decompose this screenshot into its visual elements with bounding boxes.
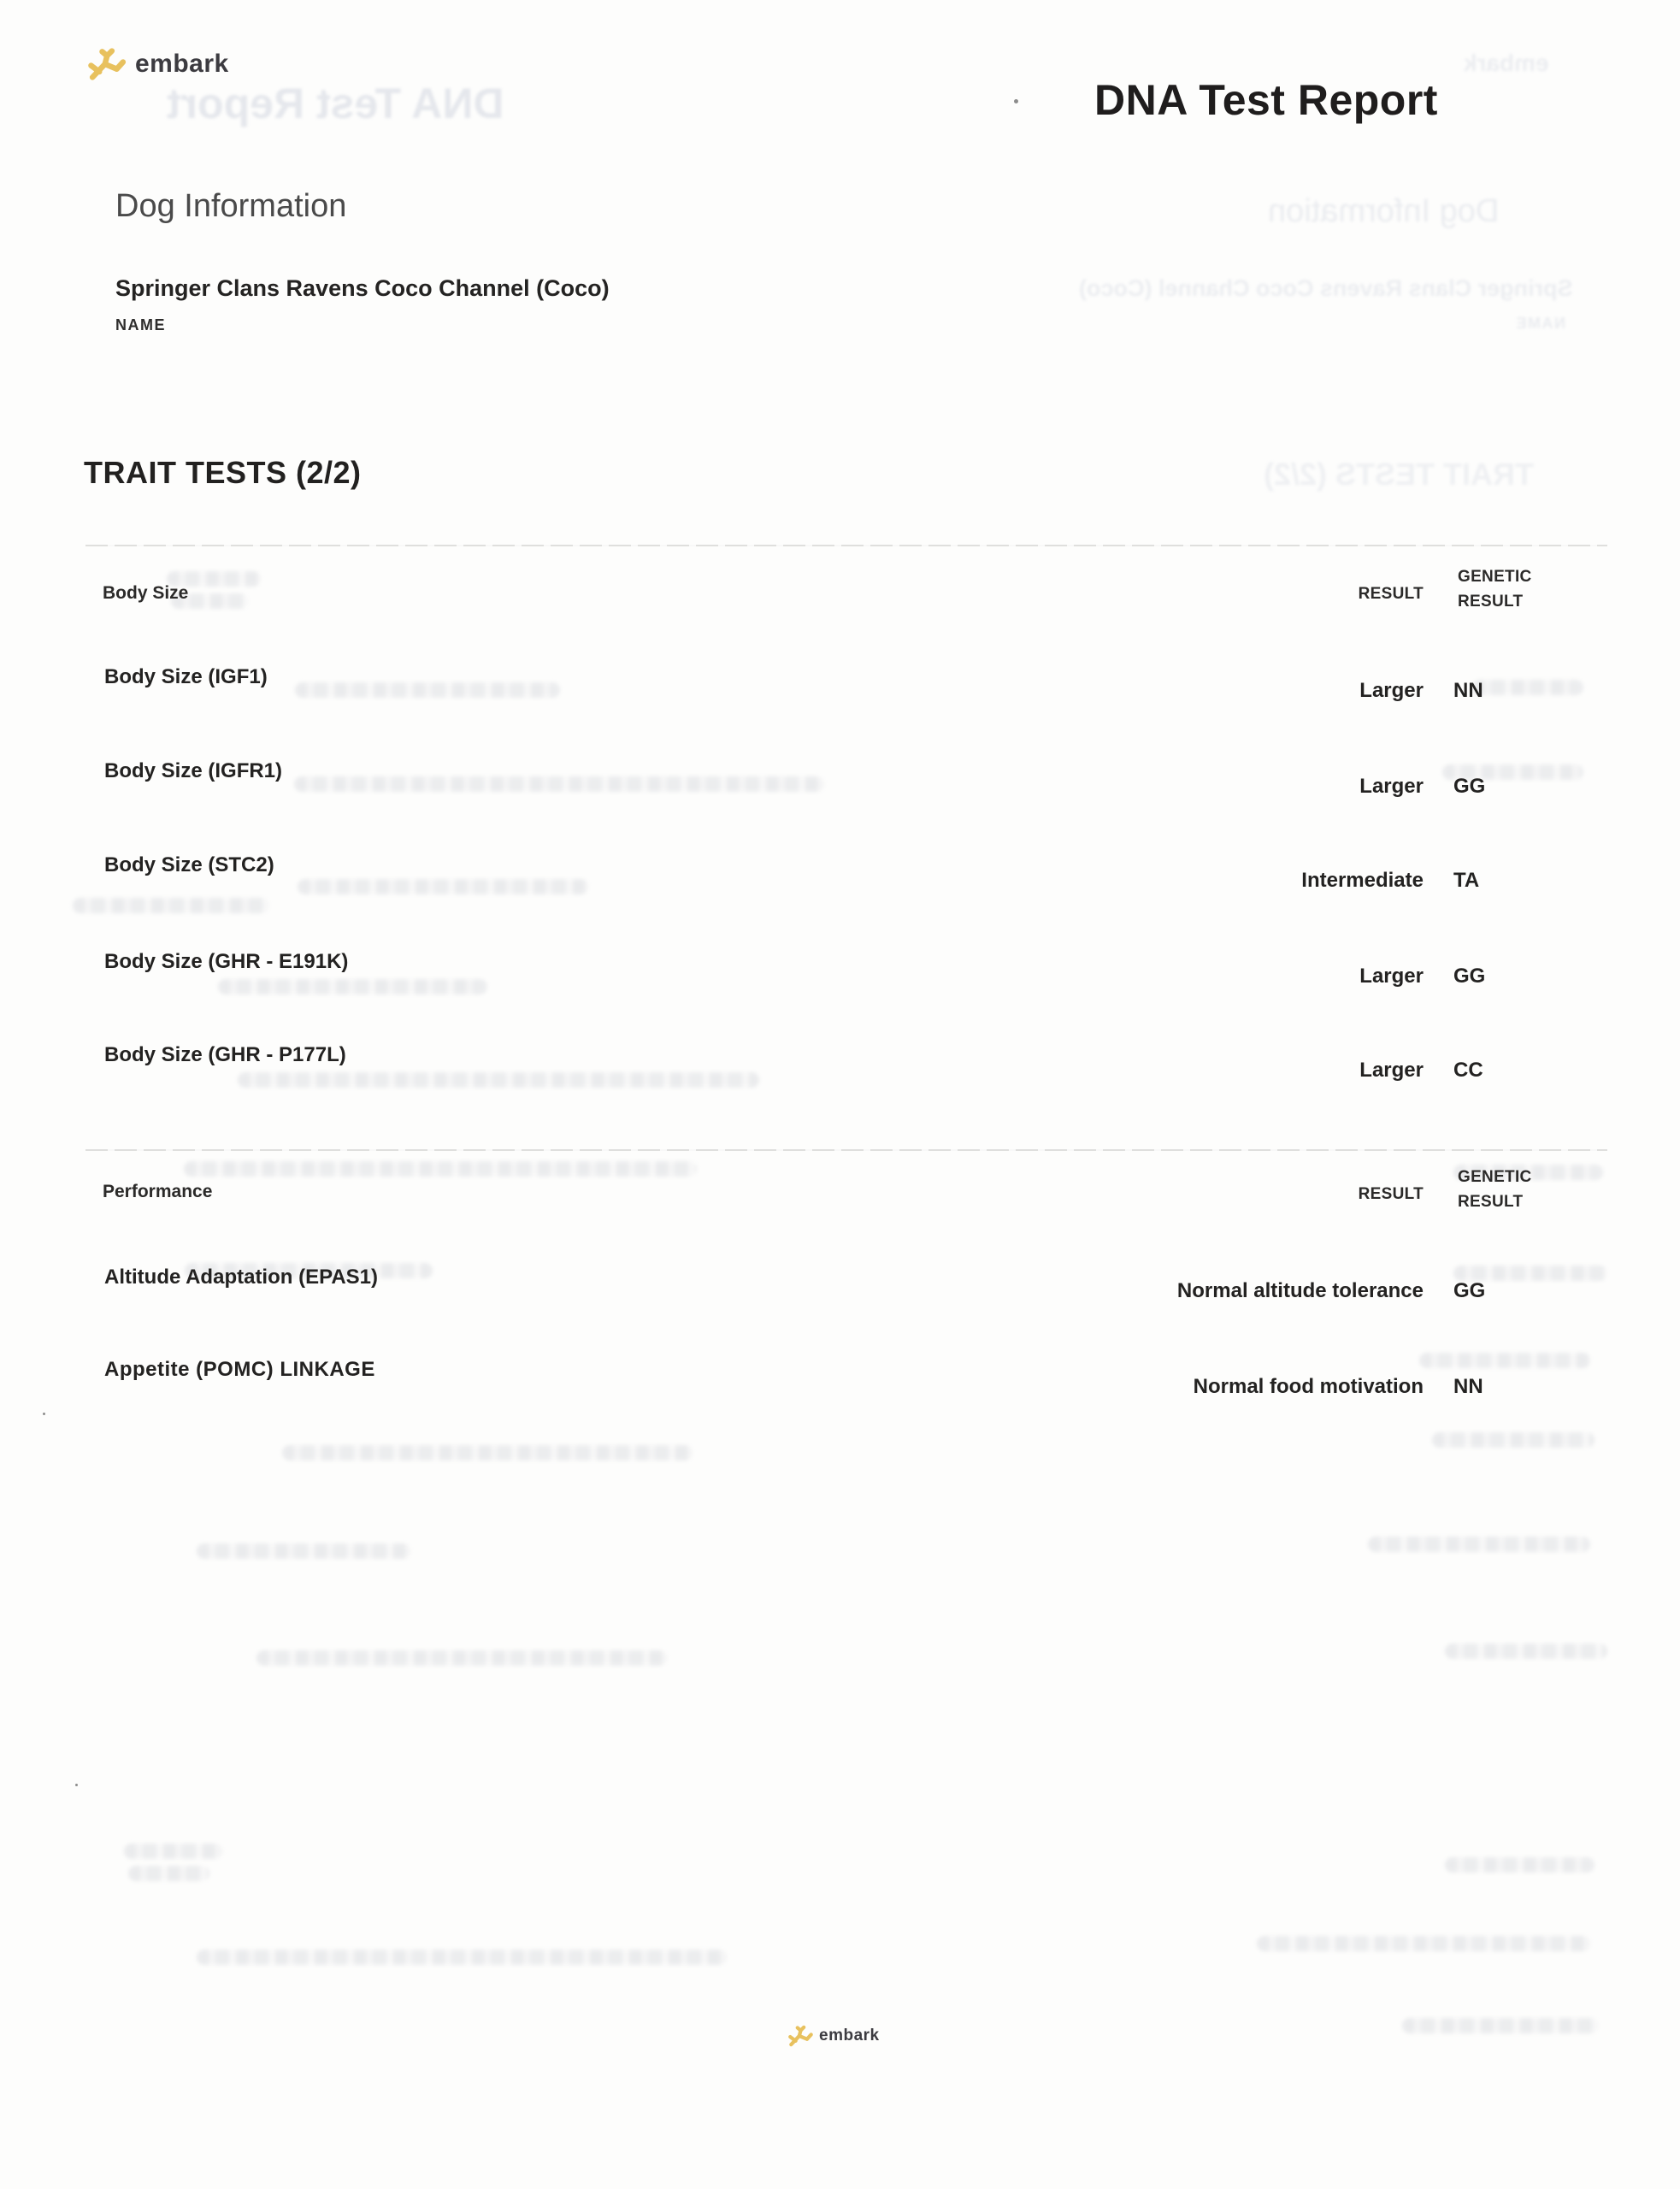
embark-logo-text: embark	[135, 50, 229, 78]
footer-embark-logo-text: embark	[819, 2027, 880, 2044]
bleed-through-artifact	[1402, 2018, 1599, 2033]
column-header-genetic-result	[1458, 1165, 1532, 1214]
bleed-through-artifact	[256, 1650, 667, 1666]
trait-row-label: Body Size (STC2)	[104, 853, 274, 876]
bleed-through-artifact	[1368, 1537, 1590, 1552]
dog-information-heading: Dog Information	[115, 188, 347, 224]
bleed-through-trait-heading: TRAIT TESTS (2/2)	[1264, 457, 1535, 492]
column-header-genetic-line1: GENETIC	[1458, 1168, 1532, 1186]
trait-row-result: Normal altitude tolerance	[1176, 1279, 1424, 1302]
scan-speck	[1014, 99, 1018, 103]
bleed-through-artifact	[124, 1844, 222, 1859]
trait-row-genetic: GG	[1453, 775, 1486, 798]
group-header-performance: Performance	[103, 1182, 213, 1201]
bleed-through-brand: embark	[1464, 50, 1549, 76]
trait-row-result: Intermediate	[1301, 869, 1424, 892]
bleed-through-artifact	[1445, 1643, 1607, 1659]
trait-row-result: Larger	[1359, 775, 1424, 798]
bleed-through-title: DNA Test Report	[167, 80, 504, 127]
bleed-through-artifact	[1432, 1432, 1595, 1448]
group-header-body-size: Body Size	[103, 583, 189, 603]
dog-name-field-label: NAME	[115, 316, 166, 333]
bleed-through-artifact	[282, 1445, 693, 1460]
section-divider	[85, 545, 1607, 546]
scan-speck	[75, 1784, 78, 1786]
bleed-through-artifact	[298, 879, 588, 894]
trait-tests-heading: TRAIT TESTS (2/2)	[84, 455, 362, 490]
trait-row-result: Normal food motivation	[1193, 1375, 1424, 1398]
trait-row-genetic: GG	[1453, 965, 1486, 988]
column-header-genetic-line2: RESULT	[1458, 1193, 1524, 1211]
column-header-genetic-result	[1458, 564, 1532, 614]
column-header-result: RESULT	[1358, 1185, 1424, 1203]
column-header-genetic-line2: RESULT	[1458, 593, 1524, 611]
bleed-through-dog-name: Springer Clans Ravens Coco Channel (Coco)	[1079, 275, 1573, 301]
bleed-through-artifact	[73, 898, 269, 913]
trait-row-result: Larger	[1359, 1059, 1424, 1082]
embark-dog-icon	[85, 44, 130, 84]
trait-row-label: Body Size (IGFR1)	[104, 759, 283, 782]
bleed-through-artifact	[197, 1543, 410, 1559]
dog-name-value: Springer Clans Ravens Coco Channel (Coco)	[115, 275, 610, 301]
bleed-through-artifact	[128, 1866, 209, 1881]
bleed-through-artifact	[295, 682, 560, 698]
trait-row-genetic: GG	[1453, 1279, 1486, 1302]
trait-row-label: Appetite (POMC) LINKAGE	[104, 1358, 375, 1381]
embark-dog-icon	[787, 2023, 816, 2049]
trait-row-genetic: CC	[1453, 1059, 1483, 1082]
trait-row-result: Larger	[1359, 965, 1424, 988]
bleed-through-artifact	[197, 1950, 727, 1965]
section-divider	[85, 1149, 1607, 1151]
trait-row-label: Body Size (IGF1)	[104, 665, 268, 688]
bleed-through-artifact	[294, 776, 824, 792]
trait-row-label: Body Size (GHR - E191K)	[104, 950, 349, 973]
column-header-genetic-line1: GENETIC	[1458, 568, 1532, 586]
bleed-through-artifact	[1257, 1936, 1590, 1951]
bleed-through-dog-heading: Dog Information	[1268, 193, 1500, 229]
column-header-result: RESULT	[1358, 585, 1424, 603]
trait-row-result: Larger	[1359, 679, 1424, 702]
bleed-through-name-label: NAME	[1515, 315, 1565, 332]
bleed-through-artifact	[218, 979, 487, 994]
trait-row-genetic: NN	[1453, 1375, 1483, 1398]
trait-row-label: Altitude Adaptation (EPAS1)	[104, 1266, 378, 1289]
scan-speck	[43, 1413, 45, 1415]
trait-row-genetic: NN	[1453, 679, 1483, 702]
embark-logo	[85, 44, 229, 84]
bleed-through-artifact	[1445, 1857, 1595, 1873]
bleed-through-artifact	[238, 1072, 759, 1088]
page-title: DNA Test Report	[1094, 76, 1438, 124]
trait-row-label: Body Size (GHR - P177L)	[104, 1043, 346, 1066]
trait-row-genetic: TA	[1453, 869, 1480, 892]
bleed-through-artifact	[184, 1161, 697, 1177]
bleed-through-artifact	[1419, 1353, 1590, 1368]
footer-embark-logo	[787, 2023, 880, 2049]
